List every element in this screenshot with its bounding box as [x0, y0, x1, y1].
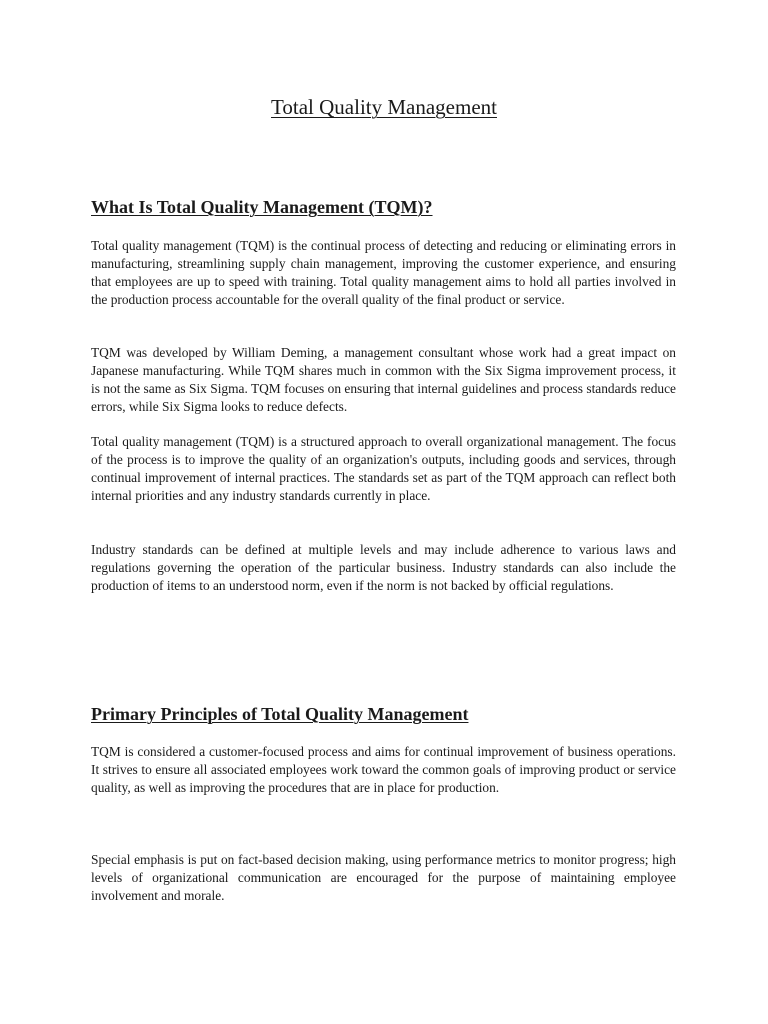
section-heading-primary-principles: Primary Principles of Total Quality Management — [91, 704, 469, 724]
document-title: Total Quality Management — [271, 95, 497, 119]
paragraph: TQM was developed by William Deming, a management consultant whose work had a great impact on Japanese manufacturing. While TQM shares much in common with the Six Sigma improvement process, it is not the same as Six Sigma. TQM focuses on ensuring that internal guidelines and process standards reduce errors, while Six Sigma looks to reduce defects. — [91, 345, 676, 414]
section-heading-what-is-tqm: What Is Total Quality Management (TQM)? — [91, 197, 433, 217]
paragraph: Industry standards can be defined at multiple levels and may include adherence to various laws and regulations governing the operation of the particular business. Industry standards can also include the production of items to an understood norm, even if the norm is not backed by official regulations. — [91, 542, 676, 593]
paragraph: Special emphasis is put on fact-based decision making, using performance metrics to monitor progress; high levels of organizational communication are encouraged for the purpose of maintaining employee involvement and morale. — [91, 852, 676, 903]
paragraph: TQM is considered a customer-focused process and aims for continual improvement of business operations. It strives to ensure all associated employees work toward the common goals of improving product or service quality, as well as improving the procedures that are in place for production. — [91, 744, 676, 795]
paragraph: Total quality management (TQM) is the continual process of detecting and reducing or eliminating errors in manufacturing, streamlining supply chain management, improving the customer experience, and ensuring that employees are up to speed with training. Total quality management aims to hold all parties involved in the production process accountable for the overall quality of the final product or service. — [91, 238, 676, 307]
paragraph: Total quality management (TQM) is a structured approach to overall organizational management. The focus of the process is to improve the quality of an organization's outputs, including goods and services, through continual improvement of internal practices. The standards set as part of the TQM approach can reflect both internal priorities and any industry standards currently in place. — [91, 434, 676, 503]
